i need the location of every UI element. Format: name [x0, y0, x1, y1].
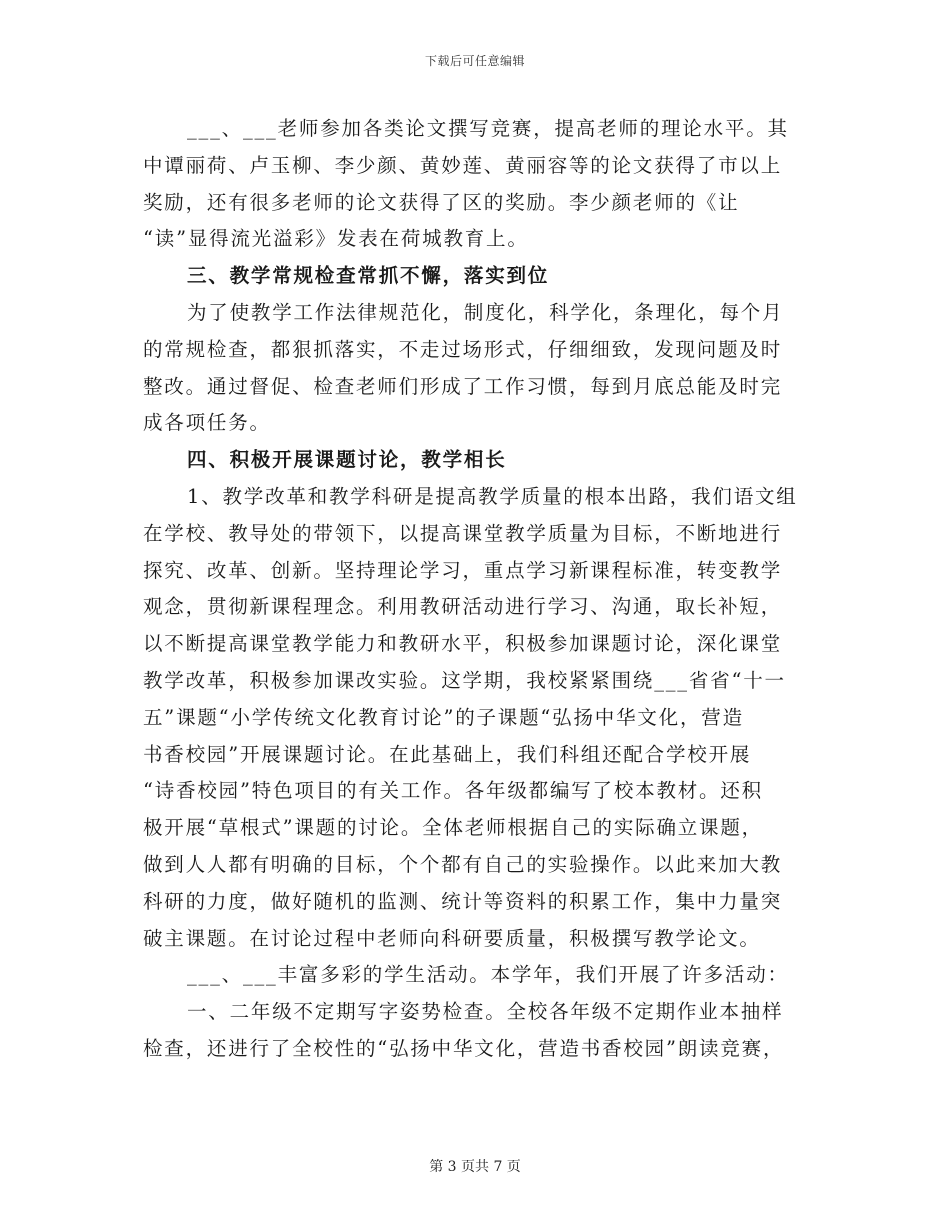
paragraph-line: 五”课题“小学传统文化教育讨论”的子课题“弘扬中华文化，营造: [143, 705, 744, 729]
paragraph-line: “诗香校园”特色项目的有关工作。各年级都编写了校本教材。还积: [143, 779, 763, 803]
paragraph-line: ___、___老师参加各类论文撰写竞赛，提高老师的理论水平。其: [187, 117, 789, 140]
page-header: 下载后可任意编辑: [424, 54, 525, 68]
paragraph-line: 教学改革，积极参加课改实验。这学期，我校紧紧围绕___省省“十一: [143, 668, 786, 692]
paragraph-line: 检查，还进行了全校性的“弘扬中华文化，营造书香校园”朗读竞赛，: [143, 1036, 785, 1060]
paragraph-line: 整改。通过督促、检查老师们形成了工作习惯，每到月底总能及时完: [143, 374, 783, 398]
paragraph-line: ___、___丰富多彩的学生活动。本学年，我们开展了许多活动：: [187, 963, 789, 987]
paragraph-line: 探究、改革、创新。坚持理论学习，重点学习新课程标准，转变教学: [143, 558, 783, 582]
page-number: 第 3 页共 7 页: [429, 1159, 521, 1175]
paragraph-line: 奖励，还有很多老师的论文获得了区的奖励。李少颜老师的《让: [143, 190, 740, 214]
paragraph-line: 的常规检查，都狠抓落实，不走过场形式，仔细细致，发现问题及时: [143, 337, 783, 361]
paragraph-line: 科研的力度，做好随机的监测、统计等资料的积累工作，集中力量突: [143, 889, 783, 913]
paragraph-line: 为了使教学工作法律规范化，制度化，科学化，条理化，每个月: [187, 300, 784, 324]
paragraph-line: 中谭丽荷、卢玉柳、李少颜、黄妙莲、黄丽容等的论文获得了市以上: [143, 153, 783, 177]
paragraph-line: 破主课题。在讨论过程中老师向科研要质量，积极撰写教学论文。: [143, 926, 761, 950]
paragraph-line: 成各项任务。: [143, 411, 271, 435]
section-heading: 四、积极开展课题讨论，教学相长: [187, 448, 507, 472]
paragraph-line: “读”显得流光溢彩》发表在荷城教育上。: [143, 227, 529, 251]
paragraph-line: 以不断提高课堂教学能力和教研水平，积极参加课题讨论，深化课堂: [143, 632, 783, 656]
document-body: [143, 111, 815, 1068]
paragraph-line: 在学校、教导处的带领下，以提高课堂教学质量为目标，不断地进行: [143, 521, 783, 545]
paragraph-line: 极开展“草根式”课题的讨论。全体老师根据自己的实际确立课题，: [143, 816, 763, 840]
section-heading: 三、教学常规检查常抓不懈，落实到位: [187, 264, 550, 288]
paragraph-line: 书香校园”开展课题讨论。在此基础上，我们科组还配合学校开展: [143, 742, 752, 766]
paragraph-line: 一、二年级不定期写字姿势检查。全校各年级不定期作业本抽样: [187, 1000, 784, 1024]
paragraph-line: 做到人人都有明确的目标，个个都有自己的实验操作。以此来加大教: [143, 852, 783, 876]
paragraph-line: 观念，贯彻新课程理念。利用教研活动进行学习、沟通，取长补短，: [143, 595, 783, 619]
paragraph-line: 1、教学改革和教学科研是提高教学质量的根本出路，我们语文组: [187, 484, 798, 508]
